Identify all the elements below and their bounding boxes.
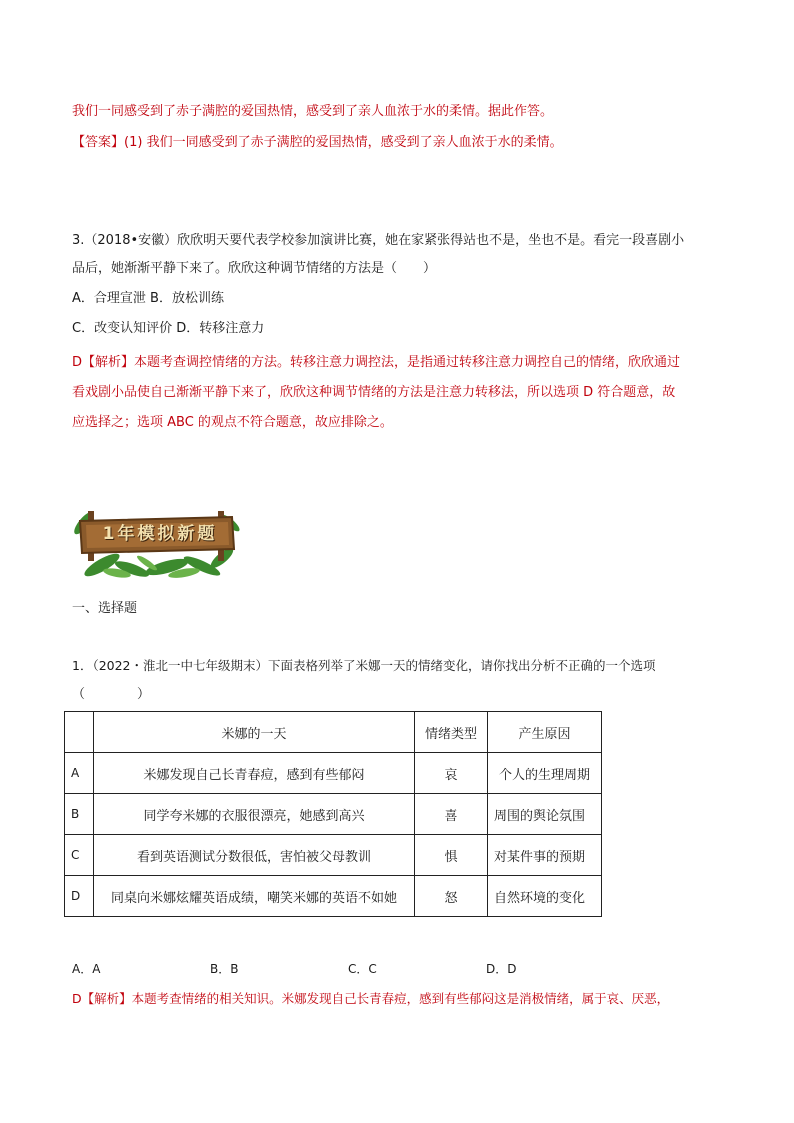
- table-cell: 米娜发现自己长青春痘，感到有些郁闷: [94, 753, 415, 794]
- section-banner: [72, 503, 240, 581]
- banner-title: 1年模拟新题: [102, 524, 218, 544]
- q1-option-a: A．A: [72, 962, 101, 976]
- table-cell-label: D: [65, 876, 94, 917]
- q3-stem-line2: 品后，她渐渐平静下来了。欣欣这种调节情绪的方法是（ ）: [72, 261, 437, 276]
- table-header-cell: 产生原因: [488, 712, 602, 753]
- q3-options-ab: A．合理宣泄 B．放松训练: [72, 291, 224, 306]
- table-cell: 个人的生理周期: [488, 753, 602, 794]
- table-cell-label: A: [65, 753, 94, 794]
- table-row: [65, 835, 602, 876]
- q1-option-b: B．B: [210, 962, 239, 976]
- table-cell: 怒: [415, 876, 488, 917]
- q1-answer-tag: D【解析】: [72, 991, 132, 1006]
- q1-explanation-line: [72, 990, 669, 1008]
- table-row: [65, 794, 602, 835]
- q1-option-d: D．D: [486, 962, 517, 976]
- table-cell: 惧: [415, 835, 488, 876]
- table-row: [65, 753, 602, 794]
- table-cell: 同桌向米娜炫耀英语成绩，嘲笑米娜的英语不如她: [94, 876, 415, 917]
- answer-tag: 【答案】: [72, 135, 125, 150]
- table-cell: 看到英语测试分数很低，害怕被父母教训: [94, 835, 415, 876]
- answer-line: [72, 134, 563, 152]
- table-header-cell: 情绪类型: [415, 712, 488, 753]
- table-cell: 哀: [415, 753, 488, 794]
- table-header-cell: [65, 712, 94, 753]
- q3-stem-line1: 3.（2018•安徽）欣欣明天要代表学校参加演讲比赛，她在家紧张得站也不是，坐也不是。看完一段喜剧小: [72, 233, 685, 248]
- table-row: [65, 876, 602, 917]
- q3-answer-tag: D【解析】: [72, 355, 135, 370]
- table-cell-label: C: [65, 835, 94, 876]
- q1-stem-line1: 1．（2022・淮北一中七年级期末）下面表格列举了米娜一天的情绪变化，请你找出分析不正确的一个选项: [72, 658, 656, 673]
- q3-explanation-line2: 看戏剧小品使自己渐渐平静下来了，欣欣这种调节情绪的方法是注意力转移法，所以选项 D 符合题意，故: [72, 385, 676, 400]
- q3-explanation-line1: [72, 354, 680, 372]
- q3-explanation-text: 本题考查调控情绪的方法。转移注意力调控法，是指通过转移注意力调控自己的情绪，欣欣通过: [134, 355, 681, 370]
- table-cell: 周围的舆论氛围: [488, 794, 602, 835]
- q3-explanation-line3: 应选择之；选项 ABC 的观点不符合题意，故应排除之。: [72, 415, 393, 430]
- table-cell: 同学夸米娜的衣服很漂亮，她感到高兴: [94, 794, 415, 835]
- q1-option-c: C．C: [348, 962, 377, 976]
- analysis-line: 我们一同感受到了赤子满腔的爱国热情，感受到了亲人血浓于水的柔情。据此作答。: [72, 104, 554, 119]
- table-cell: 喜: [415, 794, 488, 835]
- table-cell-label: B: [65, 794, 94, 835]
- q1-stem-line2: （ ）: [72, 687, 151, 702]
- table-header-cell: 米娜的一天: [94, 712, 415, 753]
- answer-text: (1) 我们一同感受到了赤子满腔的爱国热情，感受到了亲人血浓于水的柔情。: [124, 135, 563, 150]
- q3-options-cd: C．改变认知评价 D．转移注意力: [72, 321, 265, 336]
- q1-explanation-text: 本题考查情绪的相关知识。米娜发现自己长青春痘，感到有些郁闷这是消极情绪，属于哀、厌恶，: [131, 991, 670, 1006]
- table-cell: 对某件事的预期: [488, 835, 602, 876]
- section-title: 一、选择题: [72, 601, 138, 616]
- table-cell: 自然环境的变化: [488, 876, 602, 917]
- emotion-table: [64, 711, 602, 917]
- table-header-row: [65, 712, 602, 753]
